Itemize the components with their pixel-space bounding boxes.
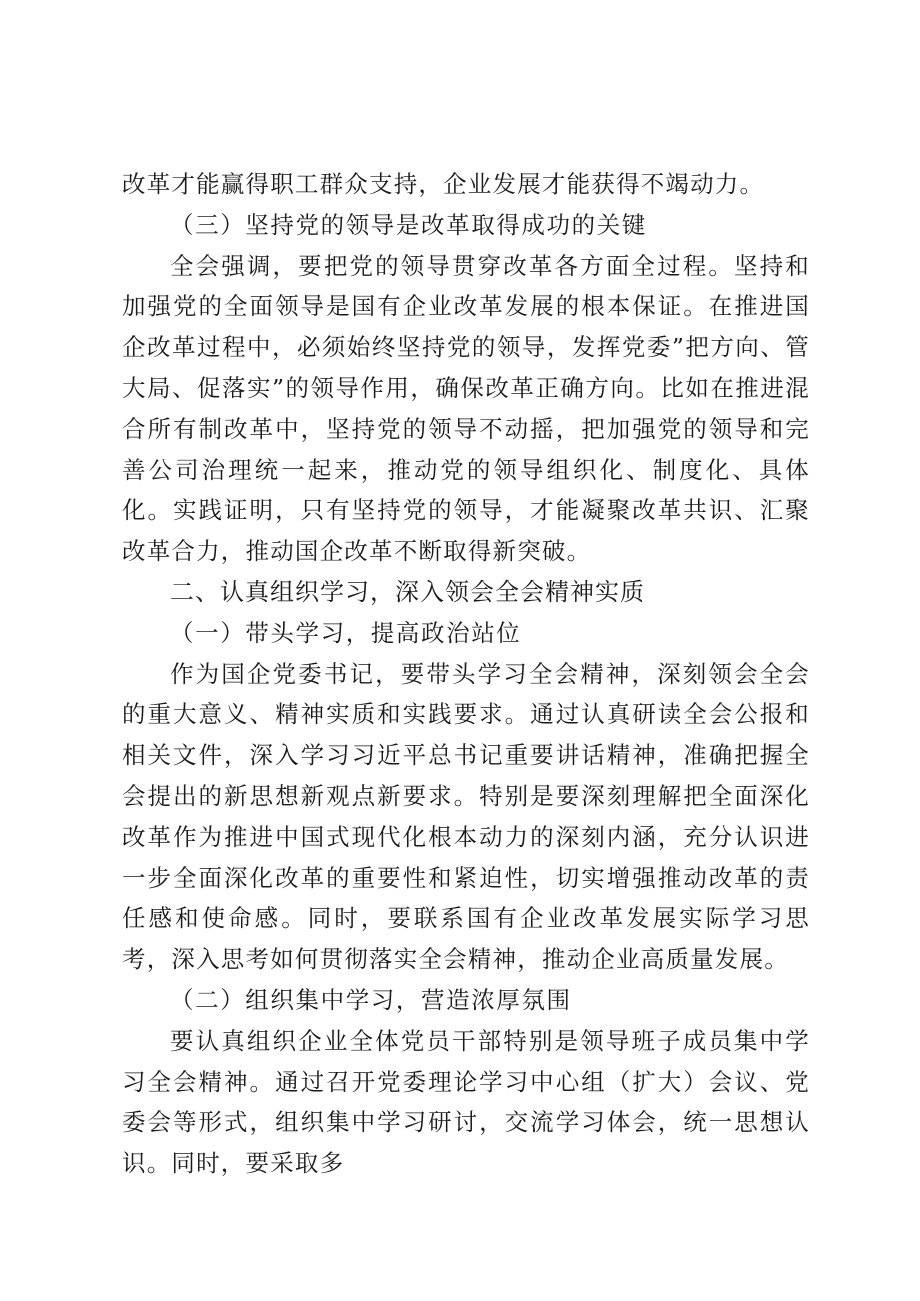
paragraph: 全会强调，要把党的领导贯穿改革各方面全过程。坚持和加强党的全面领导是国有企业改革发展的根本保证。在推进国企改革过程中，必须始终坚持党的领导，发挥党委”把方向、管大局、促落实”的领导作用，确保改革正确方向。比如在推进混合所有制改革中，坚持党的领导不动摇，把加强党的领导和完善公司治理统一起来，推动党的领导组织化、制度化、具体化。实践证明，只有坚持党的领导，才能凝聚改革共识、汇聚改革合力，推动国企改革不断取得新突破。 <box>122 251 810 566</box>
paragraph: 要认真组织企业全体党员干部特别是领导班子成员集中学习全会精神。通过召开党委理论学习中心组（扩大）会议、党委会等形式，组织集中学习研讨，交流学习体会，统一思想认识。同时，要采取多 <box>122 1026 810 1178</box>
paragraph-continued: 改革才能赢得职工群众支持，企业发展才能获得不竭动力。 <box>122 170 765 198</box>
section-subheading-3: （三）坚持党的领导是改革取得成功的关键 <box>170 210 647 239</box>
section-subheading-2: （二）组织集中学习，营造浓厚氛围 <box>170 985 572 1014</box>
section-subheading-1: （一）带头学习，提高政治站位 <box>170 618 522 647</box>
section-heading-2: 二、认真组织学习，深入领会全会精神实质 <box>170 577 645 606</box>
document-body <box>122 164 810 1184</box>
paragraph: 作为国企党委书记，要带头学习全会精神，深刻领会全会的重大意义、精神实质和实践要求。通过认真研读全会公报和相关文件，深入学习习近平总书记重要讲话精神，准确把握全会提出的新思想新观点新要求。特别是要深刻理解把全面深化改革作为推进中国式现代化根本动力的深刻内涵，充分认识进一步全面深化改革的重要性和紧迫性，切实增强推动改革的责任感和使命感。同时，要联系国有企业改革发展实际学习思考，深入思考如何贯彻落实全会精神，推动企业高质量发展。 <box>122 659 810 974</box>
